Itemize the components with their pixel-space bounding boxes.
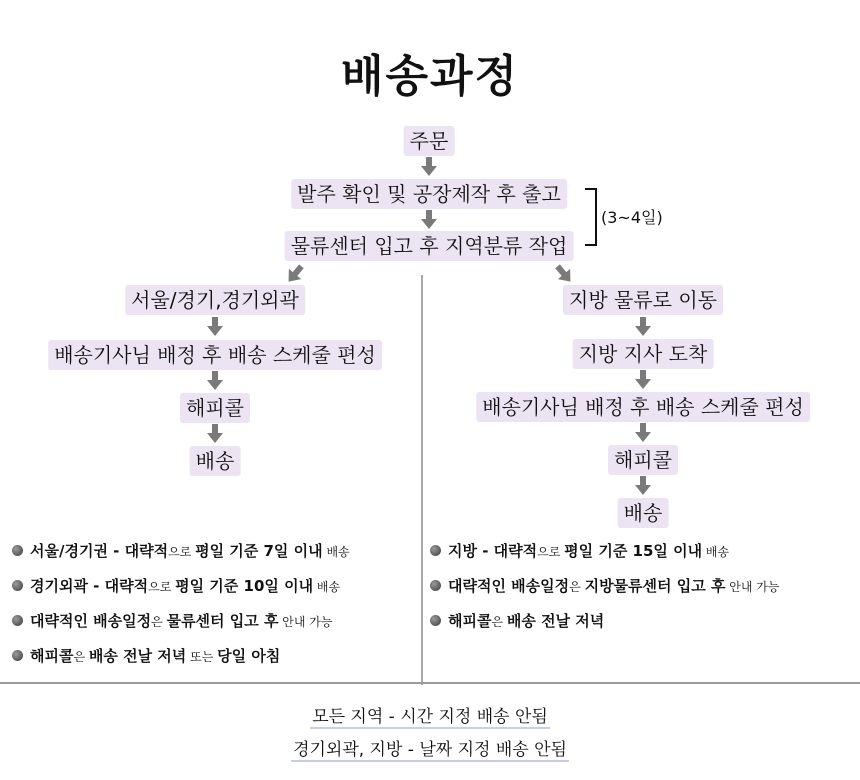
arrow-down-icon bbox=[206, 424, 224, 444]
note-bold: 당일 아침 bbox=[217, 647, 281, 665]
step-happy-call-regional: 해피콜 bbox=[608, 445, 678, 475]
arrow-down-right-icon bbox=[553, 263, 575, 285]
note-bold: 지방 - 대략적 bbox=[448, 542, 538, 560]
note-bold: 지방물류센터 입고 후 bbox=[584, 577, 726, 595]
bullet-icon bbox=[430, 580, 441, 591]
note-bold: 평일 기준 10일 이내 bbox=[175, 577, 314, 595]
note-small: 배송 bbox=[322, 545, 350, 559]
step-delivery-regional: 배송 bbox=[618, 498, 669, 528]
footer-divider bbox=[0, 682, 860, 684]
duration-label: (3~4일) bbox=[601, 208, 663, 227]
note-small: 안내 가능 bbox=[278, 615, 333, 629]
note-small: 배송 bbox=[313, 580, 341, 594]
note-bold: 경기외곽 - 대략적 bbox=[30, 577, 149, 595]
note-bold: 배송 전날 저녁 bbox=[88, 647, 187, 665]
step-factory-release: 발주 확인 및 공장제작 후 출고 bbox=[291, 179, 567, 209]
step-branch-arrival: 지방 지사 도착 bbox=[573, 339, 714, 369]
note-bold: 대략적인 배송일정 bbox=[30, 612, 152, 630]
column-divider bbox=[421, 275, 423, 685]
step-regional-logistics: 지방 물류로 이동 bbox=[563, 285, 723, 315]
note-item bbox=[12, 646, 350, 667]
note-item bbox=[12, 576, 350, 597]
bullet-icon bbox=[12, 545, 23, 556]
arrow-down-icon bbox=[206, 317, 224, 337]
note-item bbox=[430, 541, 779, 562]
note-small: 은 bbox=[569, 580, 585, 594]
note-bold: 해피콜 bbox=[448, 612, 492, 630]
arrow-down-icon bbox=[420, 157, 438, 177]
note-bold: 물류센터 입고 후 bbox=[166, 612, 279, 630]
note-item bbox=[12, 541, 350, 562]
bullet-icon bbox=[12, 615, 23, 626]
note-small: 안내 가능 bbox=[725, 580, 780, 594]
step-driver-schedule-regional: 배송기사님 배정 후 배송 스케줄 편성 bbox=[476, 392, 810, 422]
step-driver-schedule: 배송기사님 배정 후 배송 스케줄 편성 bbox=[48, 340, 382, 370]
page-title: 배송과정 bbox=[340, 51, 519, 102]
step-happy-call: 해피콜 bbox=[180, 393, 250, 423]
arrow-down-icon bbox=[634, 317, 652, 337]
note-bold: 해피콜 bbox=[30, 647, 74, 665]
arrow-down-icon bbox=[634, 423, 652, 443]
step-seoul-gyeonggi: 서울/경기,경기외곽 bbox=[125, 285, 305, 315]
note-bold: 평일 기준 7일 이내 bbox=[195, 542, 323, 560]
footer-text: 모든 지역 - 시간 지정 배송 안됨 bbox=[312, 707, 548, 727]
note-small: 은 bbox=[73, 650, 89, 664]
duration-bracket bbox=[585, 188, 597, 246]
note-bold: 배송 전날 저녁 bbox=[506, 612, 605, 630]
bullet-icon bbox=[430, 545, 441, 556]
arrow-down-icon bbox=[206, 371, 224, 391]
note-small: 배송 bbox=[702, 545, 730, 559]
step-delivery: 배송 bbox=[190, 446, 241, 476]
arrow-down-icon bbox=[420, 210, 438, 230]
arrow-down-icon bbox=[634, 370, 652, 390]
bullet-icon bbox=[12, 650, 23, 661]
bullet-icon bbox=[12, 580, 23, 591]
note-item bbox=[12, 611, 350, 632]
note-item bbox=[430, 611, 779, 632]
note-small: 으로 bbox=[168, 545, 196, 559]
step-logistics-sorting: 물류센터 입고 후 지역분류 작업 bbox=[285, 231, 574, 261]
right-notes bbox=[430, 541, 779, 646]
note-small: 은 bbox=[151, 615, 167, 629]
footer-note-time bbox=[0, 705, 860, 729]
note-small: 은 bbox=[491, 615, 507, 629]
note-small: 으로 bbox=[148, 580, 176, 594]
note-small: 또는 bbox=[186, 650, 218, 664]
bullet-icon bbox=[430, 615, 441, 626]
note-bold: 대략적인 배송일정 bbox=[448, 577, 570, 595]
note-item bbox=[430, 576, 779, 597]
left-notes bbox=[12, 541, 350, 681]
arrow-down-left-icon bbox=[284, 263, 306, 285]
note-small: 으로 bbox=[537, 545, 565, 559]
note-bold: 서울/경기권 - 대략적 bbox=[30, 542, 169, 560]
arrow-down-icon bbox=[634, 476, 652, 496]
footer-note-date bbox=[0, 738, 860, 762]
note-bold: 평일 기준 15일 이내 bbox=[564, 542, 703, 560]
step-order: 주문 bbox=[404, 126, 455, 156]
footer-text: 경기외곽, 지방 - 날짜 지정 배송 안됨 bbox=[293, 740, 567, 760]
